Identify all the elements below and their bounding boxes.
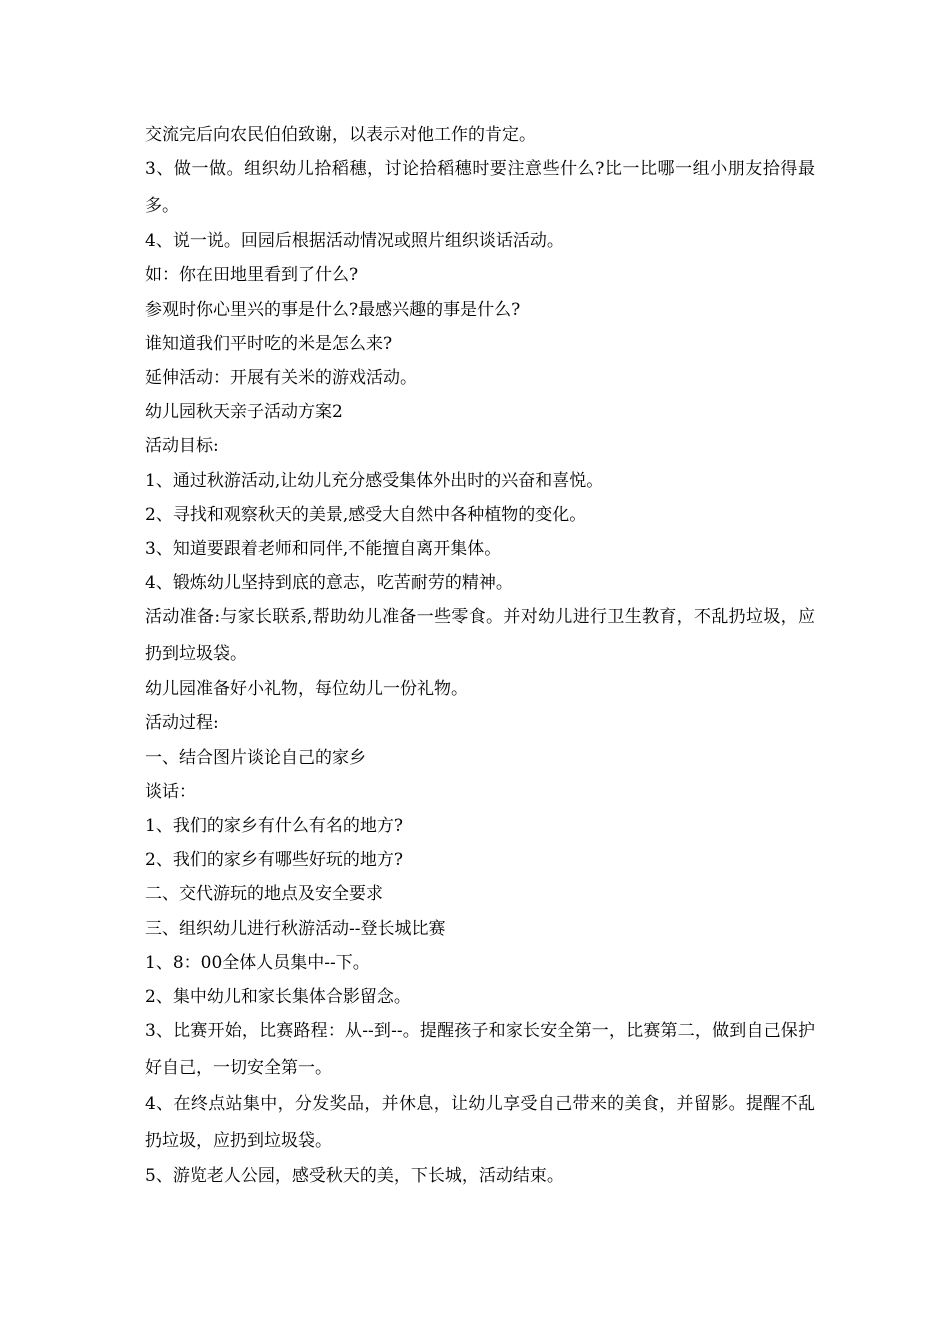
paragraph-line: 3、做一做。组织幼儿拾稻穗，讨论拾稻穗时要注意些什么?比一比哪一组小朋友拾得最多。: [145, 159, 815, 217]
paragraph-line: 幼儿园准备好小礼物，每位幼儿一份礼物。: [145, 679, 468, 700]
document-body: [145, 118, 815, 1193]
section-heading: 三、组织幼儿进行秋游活动--登长城比赛: [145, 918, 446, 939]
section-heading: 活动目标:: [145, 436, 219, 457]
paragraph-line: 延伸活动：开展有关米的游戏活动。: [145, 367, 417, 388]
list-item: 1、通过秋游活动,让幼儿充分感受集体外出时的兴奋和喜悦。: [145, 470, 604, 491]
list-item: 2、寻找和观察秋天的美景,感受大自然中各种植物的变化。: [145, 504, 587, 525]
section-heading: 活动过程:: [145, 713, 219, 734]
list-item: 4、在终点站集中，分发奖品，并休息，让幼儿享受自己带来的美食，并留影。提醒不乱扔垃圾，应扔到垃圾袋。: [145, 1094, 815, 1152]
list-item: 4、锻炼幼儿坚持到底的意志，吃苦耐劳的精神。: [145, 573, 513, 594]
paragraph-line: 活动准备:与家长联系,帮助幼儿准备一些零食。并对幼儿进行卫生教育，不乱扔垃圾，应扔到垃圾袋。: [145, 607, 815, 665]
list-item: 1、8：00全体人员集中--下。: [145, 952, 370, 973]
paragraph-line: 4、说一说。回园后根据活动情况或照片组织谈话活动。: [145, 231, 564, 252]
paragraph-line: 如：你在田地里看到了什么?: [145, 265, 359, 286]
paragraph-line: 谈话：: [145, 781, 196, 802]
paragraph-line: 交流完后向农民伯伯致谢，以表示对他工作的肯定。: [145, 125, 536, 145]
list-item: 3、比赛开始，比赛路程：从--到--。提醒孩子和家长安全第一，比赛第二，做到自己保护好自己，一切安全第一。: [145, 1021, 815, 1079]
list-item: 3、知道要跟着老师和同伴,不能擅自离开集体。: [145, 538, 502, 559]
list-item: 1、我们的家乡有什么有名的地方?: [145, 816, 403, 836]
list-item: 2、我们的家乡有哪些好玩的地方?: [145, 850, 403, 871]
paragraph-line: 参观时你心里兴的事是什么?最感兴趣的事是什么?: [145, 299, 521, 320]
section-title: 幼儿园秋天亲子活动方案2: [145, 402, 343, 423]
section-heading: 一、结合图片谈论自己的家乡: [145, 747, 366, 768]
list-item: 2、集中幼儿和家长集体合影留念。: [145, 986, 411, 1007]
paragraph-line: 谁知道我们平时吃的米是怎么来?: [145, 333, 393, 354]
section-heading: 二、交代游玩的地点及安全要求: [145, 884, 383, 905]
list-item: 5、游览老人公园，感受秋天的美，下长城，活动结束。: [145, 1166, 564, 1187]
